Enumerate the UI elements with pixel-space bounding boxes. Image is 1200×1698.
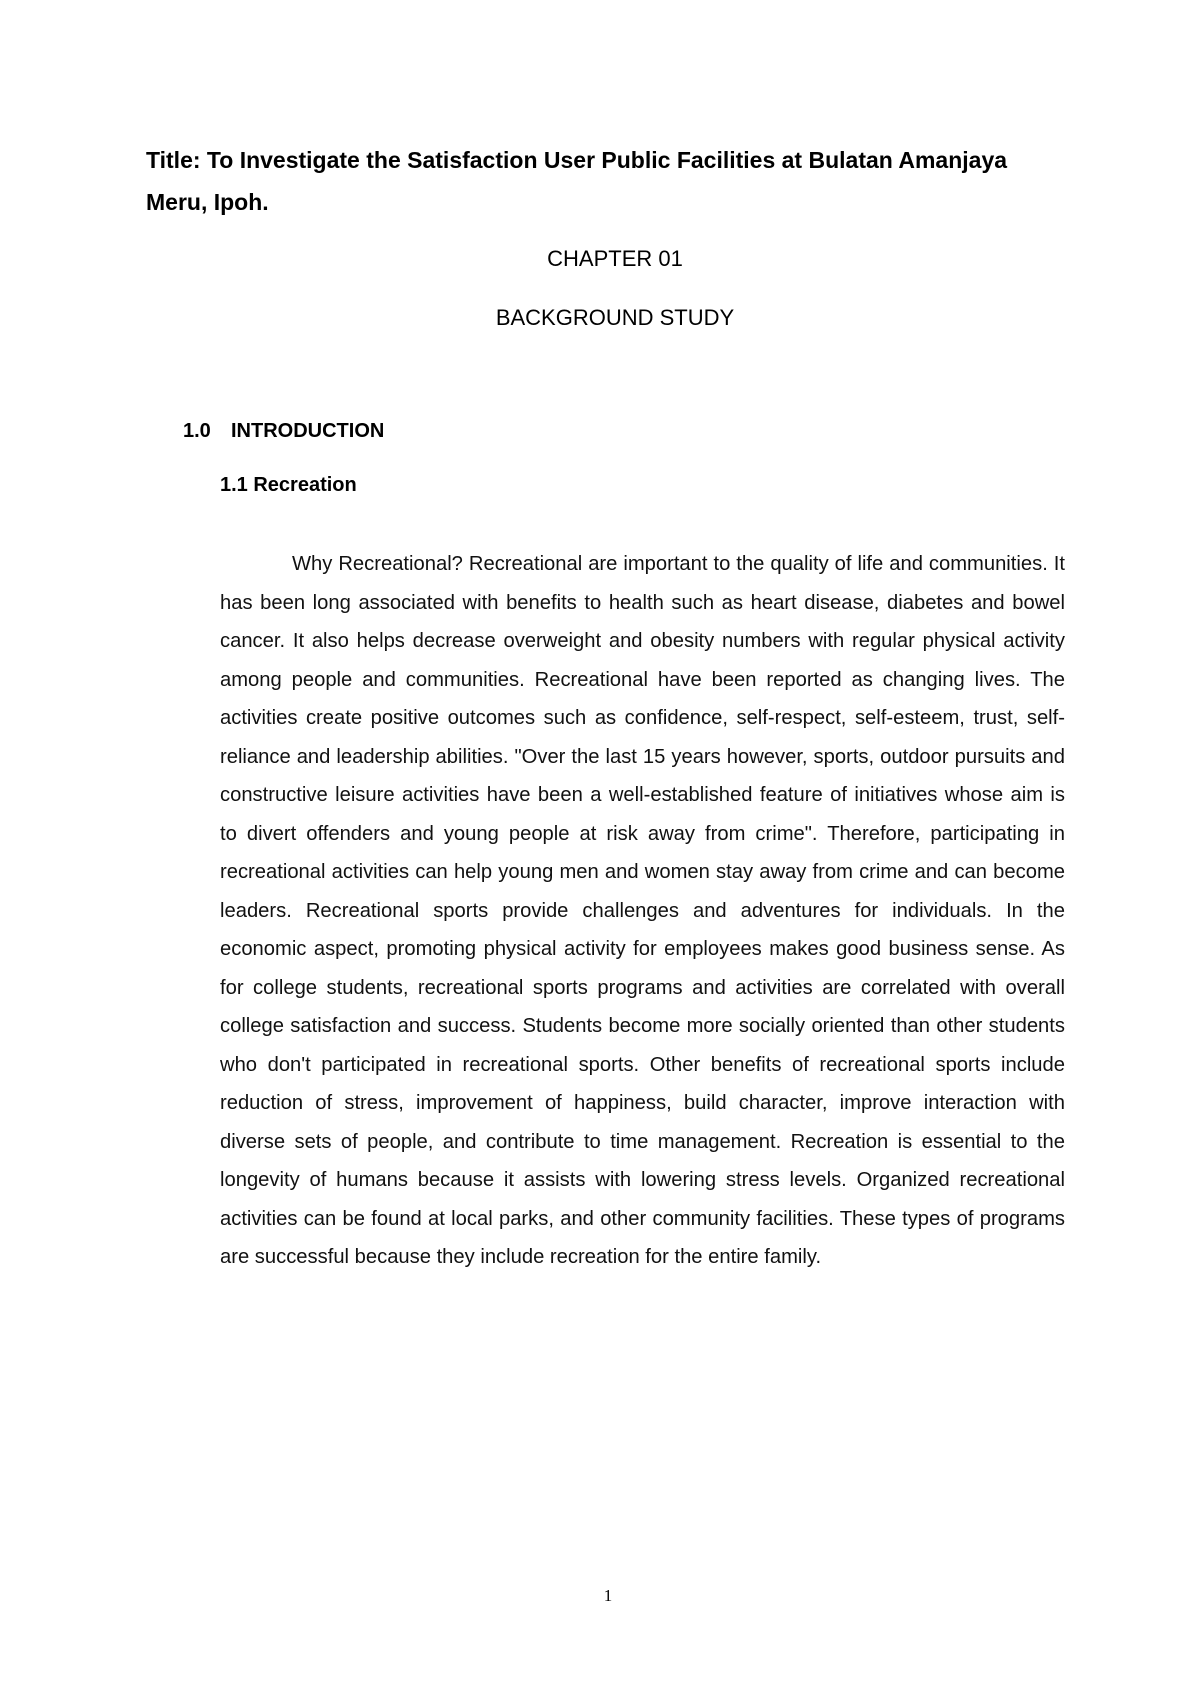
subsection-heading: 1.1 Recreation: [220, 474, 357, 496]
chapter-number: CHAPTER 01: [547, 246, 683, 271]
page-number: 1: [603, 1586, 613, 1605]
section-title: INTRODUCTION: [231, 420, 385, 442]
section-heading: [183, 417, 384, 445]
section-number: 1.0: [183, 420, 211, 442]
body-paragraph: Why Recreational? Recreational are important to the quality of life and communities. It has been long associated with benefits to health such as heart disease, diabetes and bowel cancer. It also helps decrease overweight and obesity numbers with regular physical activity among people and communities. Recreational have been reported as changing lives. The activities create positive outcomes such as confidence, self-respect, self-esteem, trust, self-reliance and leadership abilities. "Over the last 15 years however, sports, outdoor pursuits and constructive leisure activities have been a well-established feature of initiatives whose aim is to divert offenders and young people at risk away from crime". Therefore, participating in recreational activities can help young men and women stay away from crime and can become leaders. Recreational sports provide challenges and adventures for individuals. In the economic aspect, promoting physical activity for employees makes good business sense. As for college students, recreational sports programs and activities are correlated with overall college satisfaction and success. Students become more socially oriented than other students who don't participated in recreational sports. Other benefits of recreational sports include reduction of stress, improvement of happiness, build character, improve interaction with diverse sets of people, and contribute to time management. Recreation is essential to the longevity of humans because it assists with lowering stress levels. Organized recreational activities can be found at local parks, and other community facilities. These types of programs are successful because they include recreation for the entire family.: [220, 553, 1065, 1268]
chapter-title: BACKGROUND STUDY: [495, 305, 735, 330]
document-title: Title: To Investigate the Satisfaction User Public Facilities at Bulatan Amanjaya Meru, Ipoh.: [146, 147, 1008, 215]
